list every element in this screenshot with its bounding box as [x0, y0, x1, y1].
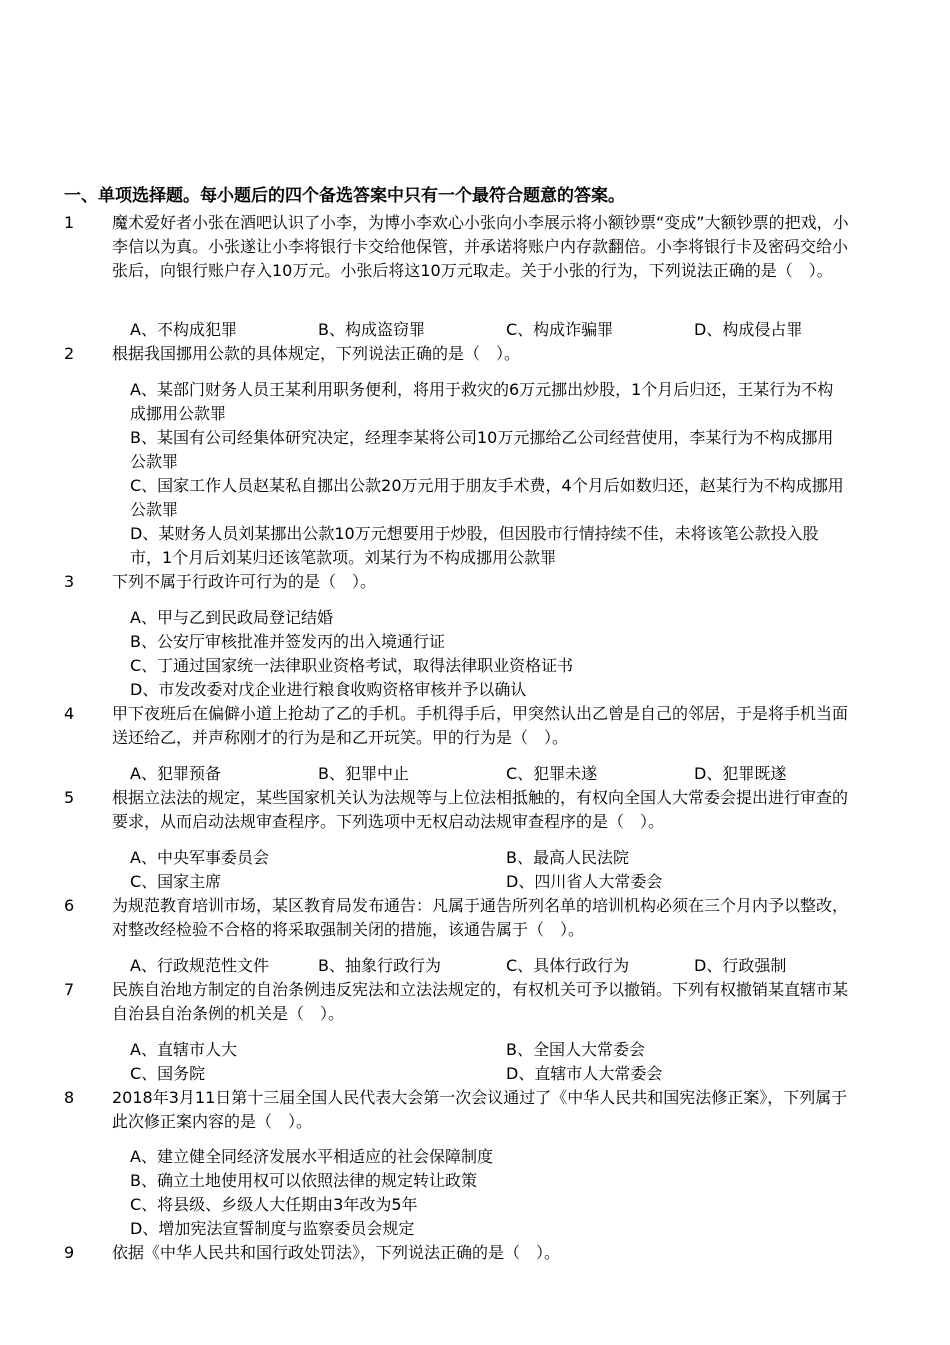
- question-stem-text: 下列不属于行政许可行为的是（ ）。: [112, 572, 377, 591]
- option-c: C、国家主席: [130, 872, 222, 891]
- question-number: 7: [64, 980, 75, 999]
- question-number: 3: [64, 572, 75, 591]
- question-number: 9: [64, 1243, 75, 1262]
- option-a: A、行政规范性文件: [130, 956, 269, 975]
- question-stem-text: 根据我国挪用公款的具体规定，下列说法正确的是（ ）。: [112, 344, 521, 363]
- question-number: 5: [64, 788, 75, 807]
- option-b: B、某国有公司经集体研究决定，经理李某将公司10万元挪给乙公司经营使用，李某行为不构成挪用公款罪: [130, 428, 834, 471]
- question-stem-text: 甲下夜班后在偏僻小道上抢劫了乙的手机。手机得手后，甲突然认出乙曾是自己的邻居，于是将手机当面送还给乙，并声称刚才的行为是和乙开玩笑。甲的行为是（ ）。: [112, 704, 849, 747]
- option-d: D、某财务人员刘某挪出公款10万元想要用于炒股，但因股市行情持续不佳，未将该笔公款投入股市，1个月后刘某归还该笔款项。刘某行为不构成挪用公款罪: [130, 524, 819, 567]
- option-a: A、建立健全同经济发展水平相适应的社会保障制度: [130, 1147, 493, 1166]
- question-stem: [112, 786, 857, 834]
- question-number: 6: [64, 896, 75, 915]
- option-d: D、增加宪法宣誓制度与监察委员会规定: [130, 1219, 415, 1238]
- option-b: B、抽象行政行为: [318, 956, 441, 975]
- option-a: A、甲与乙到民政局登记结婚: [130, 608, 333, 627]
- option-b: B、确立土地使用权可以依照法律的规定转让政策: [130, 1171, 477, 1190]
- option-a: A、犯罪预备: [130, 764, 221, 783]
- question-stem-text: 为规范教育培训市场，某区教育局发布通告：凡属于通告所列名单的培训机构必须在三个月内予以整改，对整改经检验不合格的将采取强制关闭的措施，该通告属于（ ）。: [112, 896, 849, 939]
- question-stem: [112, 342, 857, 366]
- option-c: C、将县级、乡级人大任期由3年改为5年: [130, 1195, 418, 1214]
- question-stem: [112, 1241, 857, 1265]
- question-number: 4: [64, 704, 75, 723]
- option-d: D、犯罪既遂: [694, 764, 787, 783]
- option-a: A、不构成犯罪: [130, 320, 237, 339]
- option-d: D、市发改委对戊企业进行粮食收购资格审核并予以确认: [130, 680, 527, 699]
- question-stem: [112, 894, 857, 942]
- option-d: D、四川省人大常委会: [506, 872, 663, 891]
- option-b: B、公安厅审核批准并签发丙的出入境通行证: [130, 632, 445, 651]
- question-stem-text: 依据《中华人民共和国行政处罚法》，下列说法正确的是（ ）。: [112, 1243, 561, 1262]
- option-c: C、丁通过国家统一法律职业资格考试，取得法律职业资格证书: [130, 656, 574, 675]
- question-stem: [112, 570, 857, 594]
- option-b: B、最高人民法院: [506, 848, 629, 867]
- option-a: A、某部门财务人员王某利用职务便利，将用于救灾的6万元挪出炒股，1个月后归还，王某行为不构成挪用公款罪: [130, 380, 834, 423]
- option-d: D、行政强制: [694, 956, 787, 975]
- question-stem-text: 2018年3月11日第十三届全国人民代表大会第一次会议通过了《中华人民共和国宪法修正案》，下列属于此次修正案内容的是（ ）。: [112, 1088, 848, 1131]
- question-number: 2: [64, 344, 75, 363]
- question-stem: [112, 978, 857, 1026]
- option-d: D、构成侵占罪: [694, 320, 803, 339]
- option-c: C、国家工作人员赵某私自挪出公款20万元用于朋友手术费，4个月后如数归还，赵某行为不构成挪用公款罪: [130, 476, 844, 519]
- question-number: 1: [64, 213, 75, 232]
- option-b: B、全国人大常委会: [506, 1040, 645, 1059]
- question-stem-text: 魔术爱好者小张在酒吧认识了小李，为博小李欢心小张向小李展示将小额钞票“变成”大额钞票的把戏，小李信以为真。小张遂让小李将银行卡交给他保管，并承诺将账户内存款翻倍。小李将银行卡及密码交给小张后，向银行账户存入10万元。小张后将这10万元取走。关于小张的行为，下列说法正确的是（ ）。: [112, 213, 849, 280]
- option-c: C、具体行政行为: [506, 956, 630, 975]
- question-stem-text: 民族自治地方制定的自治条例违反宪法和立法法规定的，有权机关可予以撤销。下列有权撤销某直辖市某自治县自治条例的机关是（ ）。: [112, 980, 849, 1023]
- question-number: 8: [64, 1088, 75, 1107]
- option-b: B、构成盗窃罪: [318, 320, 425, 339]
- question-stem: [112, 1086, 857, 1134]
- question-stem: [112, 211, 857, 283]
- option-a: A、直辖市人大: [130, 1040, 237, 1059]
- section-title: 一、单项选择题。每小题后的四个备选答案中只有一个最符合题意的答案。: [64, 186, 625, 206]
- option-b: B、犯罪中止: [318, 764, 409, 783]
- option-d: D、直辖市人大常委会: [506, 1064, 663, 1083]
- option-c: C、犯罪未遂: [506, 764, 598, 783]
- option-c: C、国务院: [130, 1064, 206, 1083]
- question-stem-text: 根据立法法的规定，某些国家机关认为法规等与上位法相抵触的，有权向全国人大常委会提出进行审查的要求，从而启动法规审查程序。下列选项中无权启动法规审查程序的是（ ）。: [112, 788, 849, 831]
- question-stem: [112, 702, 857, 750]
- option-a: A、中央军事委员会: [130, 848, 269, 867]
- option-c: C、构成诈骗罪: [506, 320, 614, 339]
